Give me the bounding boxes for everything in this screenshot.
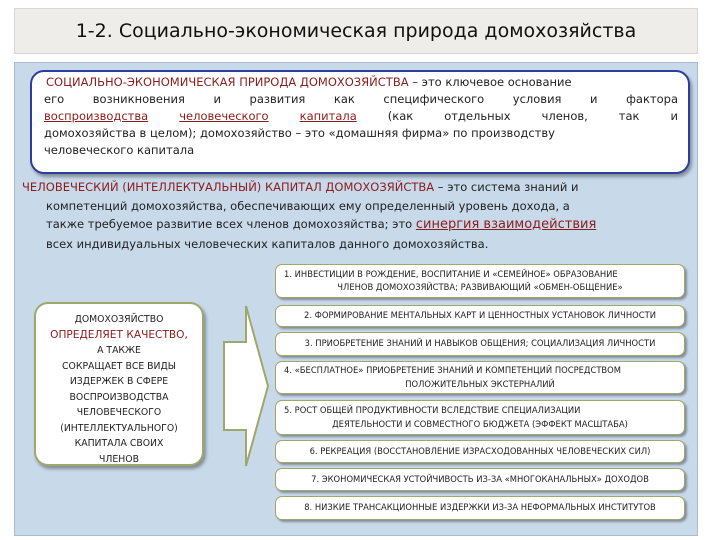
box-line: СОКРАЩАЕТ ВСЕ ВИДЫ xyxy=(62,360,176,372)
link-reproduction: воспроизводства xyxy=(44,109,149,123)
human-capital-rest: также требуемое развитие всех членов домохозяйства; это xyxy=(46,217,416,231)
item-text: 7. ЭКОНОМИЧЕСКАЯ УСТОЙЧИВОСТЬ ИЗ-ЗА «МНОГОКАНАЛЬНЫХ» ДОХОДОВ xyxy=(311,473,649,484)
item-text: 3. ПРИОБРЕТЕНИЕ ЗНАНИЙ И НАВЫКОВ ОБЩЕНИЯ; СОЦИАЛИЗАЦИЯ ЛИЧНОСТИ xyxy=(304,338,656,349)
list-item-3 xyxy=(275,332,685,356)
human-capital-line xyxy=(22,178,692,197)
box-line: ВОСПРОИЗВОДСТВА xyxy=(69,391,169,403)
item-text: ЧЛЕНОВ ДОМОХОЗЯЙСТВА; РАЗВИВАЮЩИЙ «ОБМЕН-ОБЩЕНИЕ» xyxy=(337,282,623,292)
human-capital-term: ЧЕЛОВЕЧЕСКИЙ (ИНТЕЛЛЕКТУАЛЬНЫЙ) КАПИТАЛ ДОМОХОЗЯЙСТВА xyxy=(22,180,435,194)
human-capital-text xyxy=(22,178,692,253)
definition-line xyxy=(44,74,678,91)
box-line: ЧЕЛОВЕЧЕСКОГО xyxy=(76,407,162,418)
item-text: 6. РЕКРЕАЦИЯ (ВОССТАНОВЛЕНИЕ ИЗРАСХОДОВАННЫХ ЧЕЛОВЕЧЕСКИХ СИЛ) xyxy=(309,445,651,456)
household-quality-box xyxy=(34,302,204,466)
definition-line xyxy=(44,108,678,125)
link-human: человеческого xyxy=(179,109,269,123)
slide-title: 1-2. Социально-экономическая природа домохозяйства xyxy=(75,20,637,42)
item-text: ДЕЯТЕЛЬНОСТИ И СОВМЕСТНОГО БЮДЖЕТА (ЭФФЕКТ МАСШТАБА) xyxy=(332,418,628,429)
human-capital-line xyxy=(22,215,692,235)
link-capital: капитала xyxy=(299,109,357,123)
item-text: 1. ИНВЕСТИЦИИ В РОЖДЕНИЕ, ВОСПИТАНИЕ И «СЕМЕЙНОЕ» ОБРАЗОВАНИЕ xyxy=(284,268,618,279)
definition-line: его возникновения и развития как специфического условия и фактора xyxy=(44,92,678,106)
title-bar xyxy=(14,8,698,54)
item-text: 5. РОСТ ОБЩЕЙ ПРОДУКТИВНОСТИ ВСЛЕДСТВИЕ СПЕЦИАЛИЗАЦИИ xyxy=(284,405,581,415)
box-line-highlight: ОПРЕДЕЛЯЕТ КАЧЕСТВО, xyxy=(50,328,188,341)
list-item-2 xyxy=(275,305,685,327)
human-capital-line: компетенций домохозяйства, обеспечивающих ему определенный уровень дохода, а xyxy=(46,198,570,213)
definition-text: – это ключевое основание xyxy=(408,75,572,89)
list-item-1 xyxy=(275,264,685,298)
item-text: 2. ФОРМИРОВАНИЕ МЕНТАЛЬНЫХ КАРТ И ЦЕННОСТНЫХ УСТАНОВОК ЛИЧНОСТИ xyxy=(304,310,656,321)
list-item-7 xyxy=(275,468,685,491)
definition-box xyxy=(30,70,690,174)
human-capital-rest: – это система знаний и xyxy=(434,180,579,194)
box-line: (ИНТЕЛЛЕКТУАЛЬНОГО) xyxy=(60,422,178,434)
box-line: ДОМОХОЗЯЙСТВО xyxy=(74,314,164,325)
item-text: ПОЛОЖИТЕЛЬНЫХ ЭКСТЕРНАЛИЙ xyxy=(405,378,555,389)
human-capital-line: всех индивидуальных человеческих капиталов данного домохозяйства. xyxy=(46,236,489,251)
item-text: 4. «БЕСПЛАТНОЕ» ПРИОБРЕТЕНИЕ ЗНАНИЙ И КОМПЕТЕНЦИЙ ПОСРЕДСТВОМ xyxy=(284,365,621,375)
definition-line: домохозяйства в целом); домохозяйство – это «домашняя фирма» по производству xyxy=(44,126,555,140)
list-item-8 xyxy=(275,496,685,520)
right-arrow-icon xyxy=(222,304,270,468)
box-line: КАПИТАЛА СВОИХ xyxy=(74,438,164,449)
definition-text: (как отдельных членов, так и xyxy=(356,109,679,123)
list-item-4 xyxy=(275,361,685,394)
list-item-6 xyxy=(275,440,685,463)
definition-term: СОЦИАЛЬНО-ЭКОНОМИЧЕСКАЯ ПРИРОДА ДОМОХОЗЯЙСТВА xyxy=(46,75,409,89)
box-line: ИЗДЕРЖЕК В СФЕРЕ xyxy=(69,376,169,387)
synergy-link: синергия взаимодействия xyxy=(415,217,597,232)
box-line: А ТАКЖЕ xyxy=(97,345,141,356)
box-line: ЧЛЕНОВ xyxy=(99,453,139,465)
list-item-5 xyxy=(275,400,685,435)
definition-line: человеческого капитала xyxy=(44,143,195,157)
item-text: 8. НИЗКИЕ ТРАНСАКЦИОННЫЕ ИЗДЕРЖКИ ИЗ-ЗА НЕФОРМАЛЬНЫХ ИНСТИТУТОВ xyxy=(304,502,656,513)
